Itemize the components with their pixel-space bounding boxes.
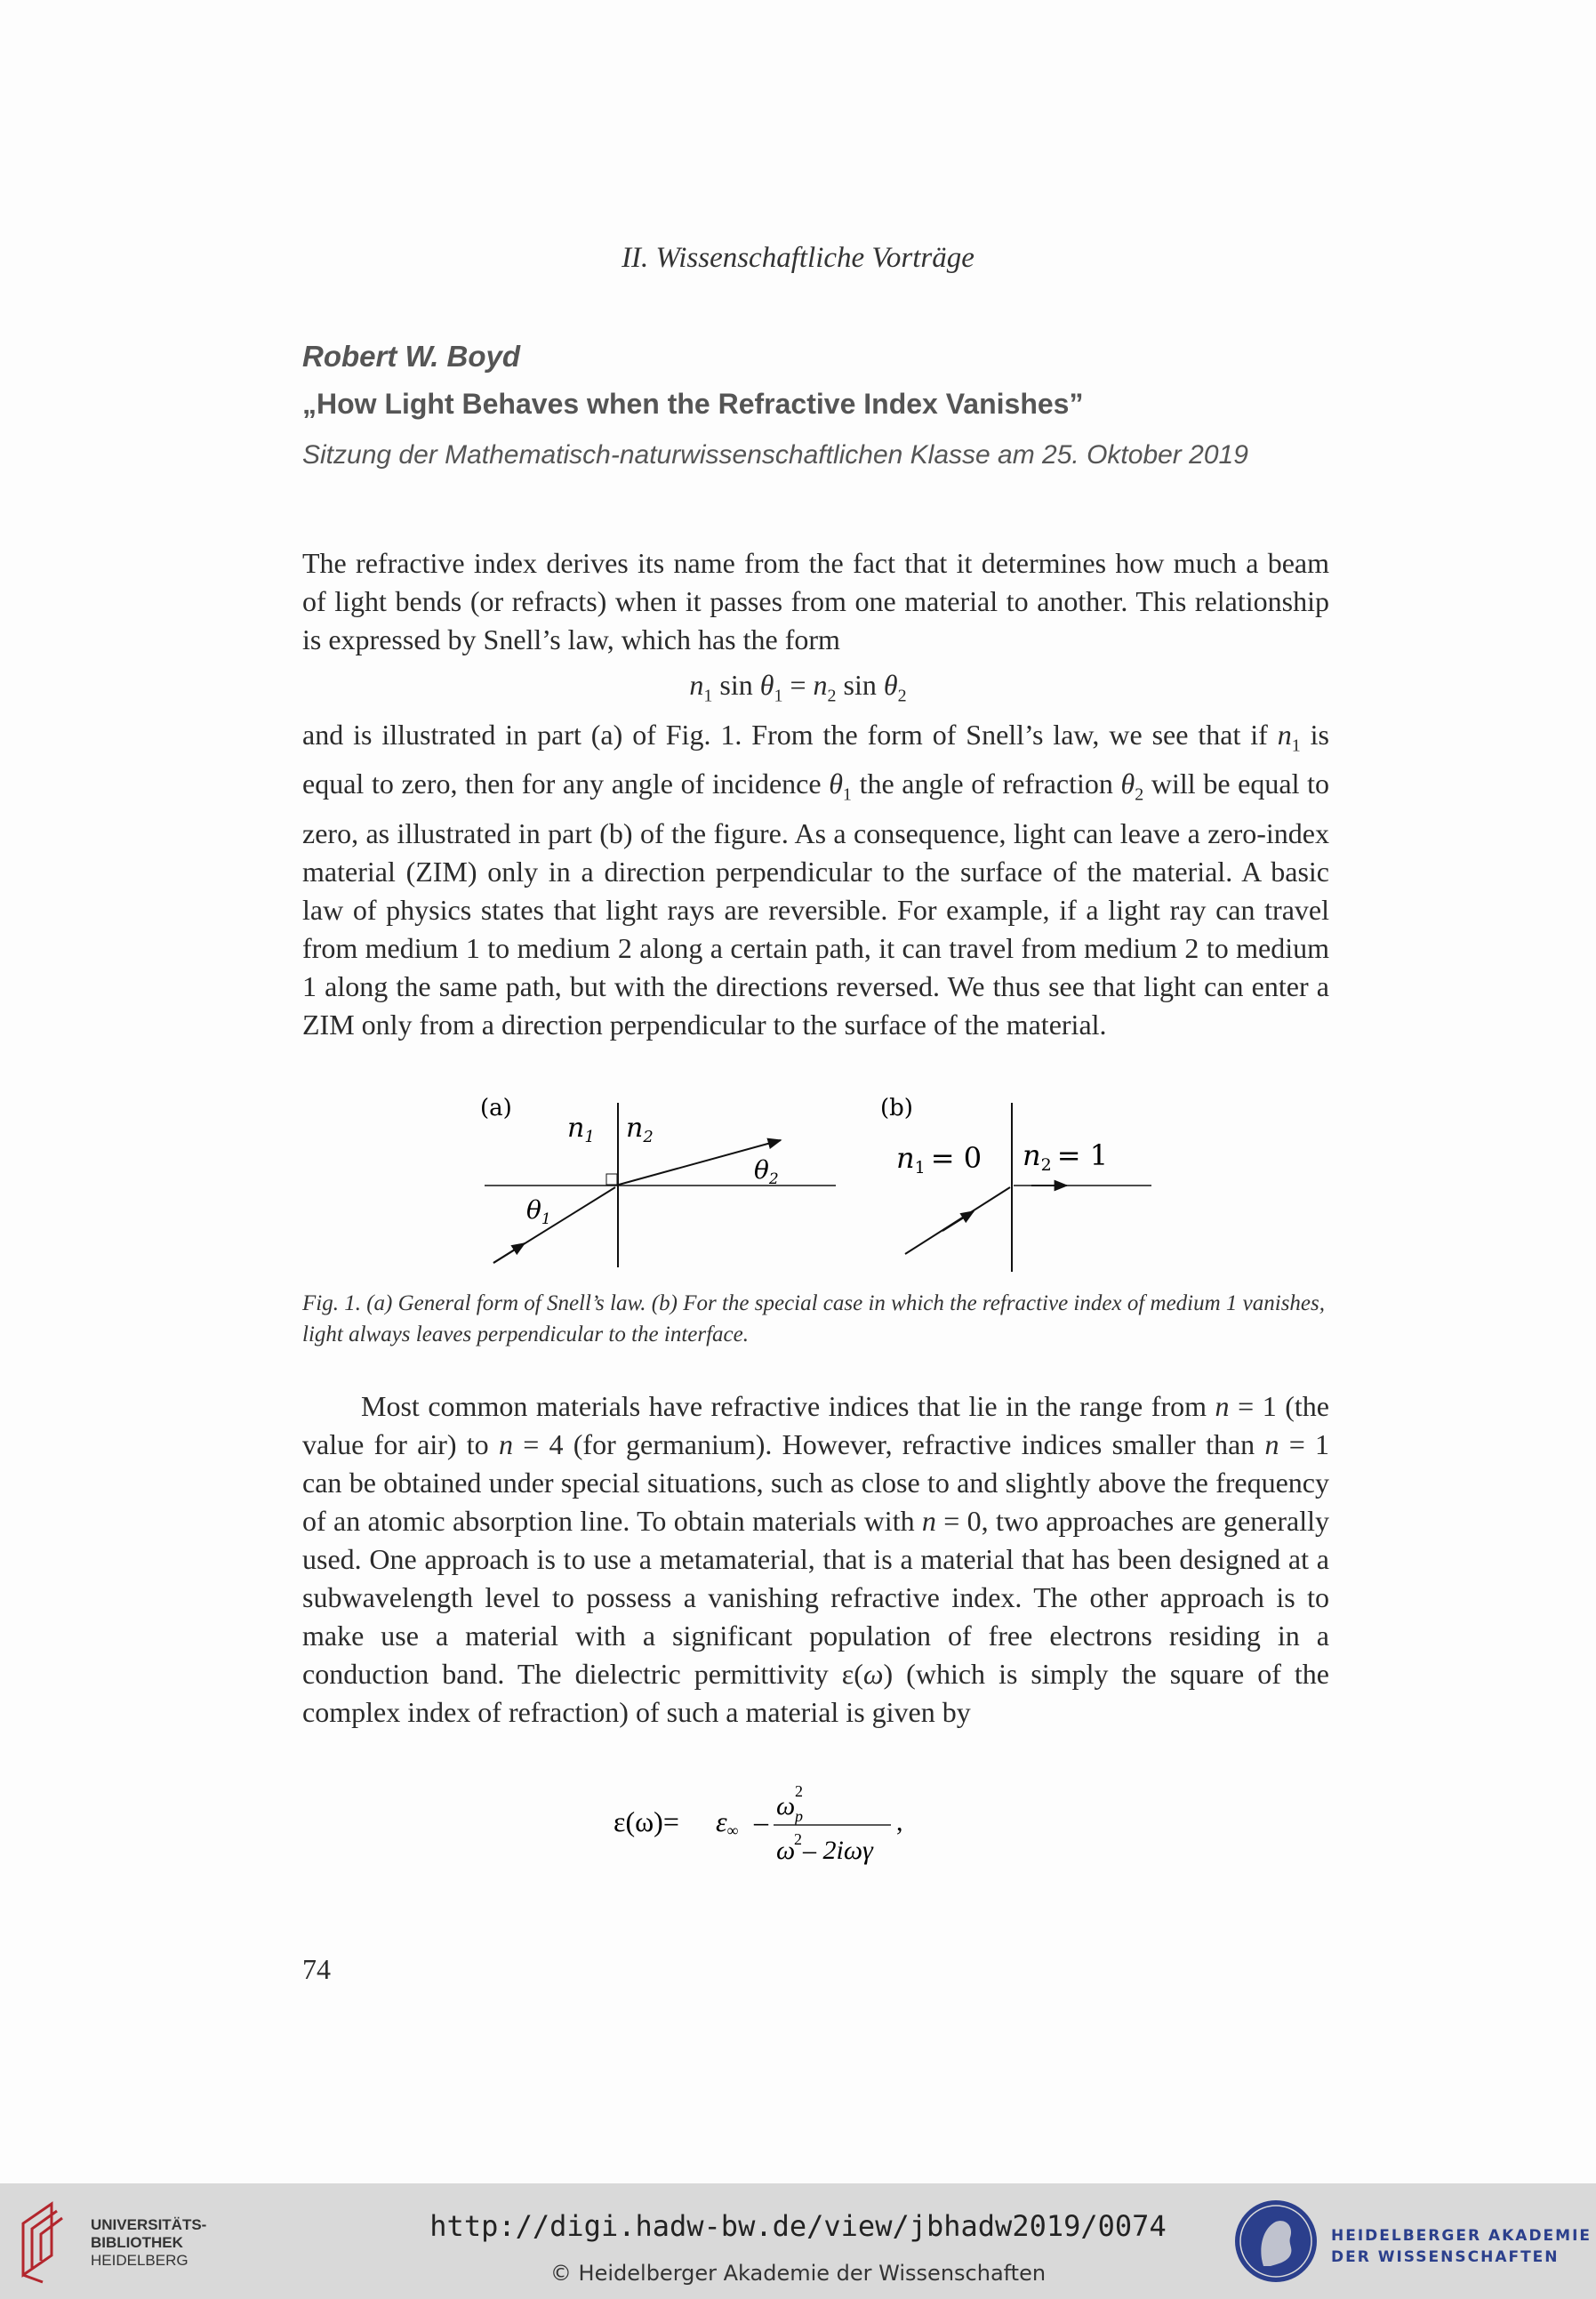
permalink-url[interactable]: http://digi.hadw-bw.de/view/jbhadw2019/0074 xyxy=(429,2209,1167,2243)
article-title: „How Light Behaves when the Refractive Index Vanishes” xyxy=(302,388,1084,420)
snells-law-figure xyxy=(462,1085,1156,1281)
permittivity-equation xyxy=(614,1777,951,1866)
label-theta1: $\theta_1$ xyxy=(526,1195,551,1228)
svg-text:2: 2 xyxy=(794,1830,802,1848)
paragraph-3: Most common materials have refractive indices that lie in the range from n = 1 (the value for air) to n = 4 (for germanium). However, refractive indices smaller than n = 1 can be obtained under special situations, such as close to and slightly above the frequency of an atomic absorption line. To obtain materials with n = 0, two approaches are generally used. One approach is to use a metamaterial, that is a material that has been designed at a subwavelength level to possess a vanishing refractive index. The other approach is to make use a material with a significant population of free electrons residing in a conduction band. The dielectric permittivity ε(ω) (which is simply the square of the complex index of refraction) of such a material is given by xyxy=(302,1390,1330,1728)
svg-text:ε(ω)=: ε(ω)= xyxy=(614,1805,679,1837)
copyright-notice: © Heidelberger Akademie der Wissenschaften xyxy=(549,2261,1047,2286)
page-number: 74 xyxy=(302,1953,331,1985)
svg-text:ε∞: ε∞ xyxy=(716,1805,739,1839)
panel-b-label: (b) xyxy=(880,1095,913,1121)
svg-text:ω: ω xyxy=(776,1836,796,1865)
label-b-n2: n2 = 1 xyxy=(1023,1138,1109,1175)
figure-caption: Fig. 1. (a) General form of Snell’s law. (b) For the special case in which the refractive index of medium 1 vanishes, light always leaves perpendicular to the interface. xyxy=(302,1291,1326,1346)
svg-text:,: , xyxy=(896,1807,903,1837)
svg-text:– 2iωγ: – 2iωγ xyxy=(803,1836,873,1865)
paragraph-1: The refractive index derives its name from the fact that it determines how much a beam of light bends (or refracts) when it passes from one material to another. This relationship is expressed by Snell’s law, which has the form xyxy=(302,547,1329,655)
svg-text:ω: ω xyxy=(776,1791,796,1821)
incident-ray-arrow xyxy=(493,1243,525,1263)
ub-heidelberg-name: UNIVERSITÄTS- BIBLIOTHEK HEIDELBERG xyxy=(91,2216,207,2269)
svg-text:p: p xyxy=(795,1807,803,1825)
panel-a-label: (a) xyxy=(480,1095,512,1121)
snells-law-equation: $n_1$ $\sin \theta_1 = n_2$ $\sin \theta_2$ xyxy=(689,669,907,706)
svg-text:2: 2 xyxy=(795,1782,803,1800)
label-n1: $n_1$ xyxy=(567,1113,595,1146)
right-angle-marker xyxy=(606,1174,617,1185)
hadw-seal-icon xyxy=(1231,2197,1320,2286)
svg-text:–: – xyxy=(754,1805,768,1837)
running-head: II. Wissenschaftliche Vorträge xyxy=(622,242,974,274)
session-line: Sitzung der Mathematisch-naturwissenschaftlichen Klasse am 25. Oktober 2019 xyxy=(302,440,1248,470)
label-b-n1: n1 = 0 xyxy=(896,1141,982,1178)
label-theta2: $\theta_2$ xyxy=(754,1155,779,1188)
label-n2: $n_2$ xyxy=(626,1113,654,1146)
author-name: Robert W. Boyd xyxy=(302,340,521,373)
paragraph-2: and is illustrated in part (a) of Fig. 1. From the form of Snell’s law, we see that if $n_1$ is equal to zero, then for any angle of incidence $\theta_1$ the angle of refraction $\theta_2$ will be equal to zero, as illustrated in part (b) of the figure. As a consequence, light can leave a zero-index material (ZIM) only in a direction perpendicular to the surface of the material. A basic law of physics states that light rays are reversible. For example, if a light ray can travel from medium 1 to medium 2 along a certain path, it can travel from medium 2 to medium 1 along the same path, but with the directions reversed. We thus see that light can enter a ZIM only from a direction perpendicular to the surface of the material. xyxy=(302,719,1330,1041)
hadw-name: HEIDELBERGER AKADEMIE DER WISSENSCHAFTEN xyxy=(1331,2227,1592,2266)
panel-b-incident-arrow xyxy=(942,1211,974,1231)
